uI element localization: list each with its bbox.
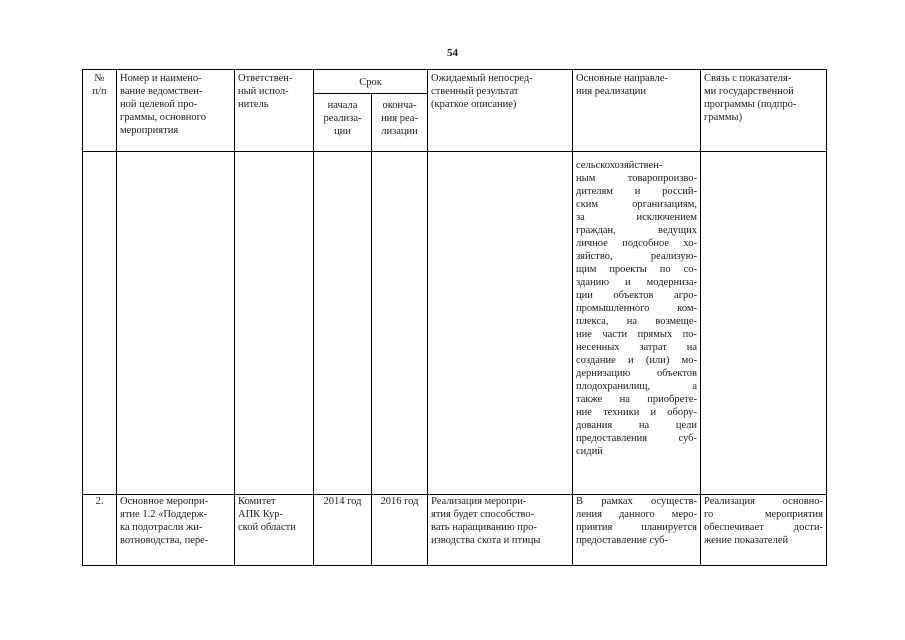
header-start-line: реализа- (323, 113, 362, 124)
row2-start (314, 495, 372, 566)
row2-responsible-line: ской области (238, 522, 296, 533)
row2-result-line: вать наращиванию про- (431, 522, 537, 533)
cont-directions-cell-line: дителям и россий- (576, 186, 698, 197)
header-name-line: граммы, основного (120, 112, 206, 123)
row2-end (372, 495, 428, 566)
header-result-line: (краткое описание) (431, 99, 517, 110)
cont-directions-cell-line: плодохранилищ, а (576, 381, 698, 392)
continuation-row (83, 152, 827, 495)
page-number: 54 (447, 47, 458, 59)
header-link-line: Связь с показателя- (704, 73, 792, 84)
cont-directions-cell-line: дования на цели (576, 420, 698, 431)
row2-name-line: ка подотрасли жи- (120, 522, 203, 533)
cont-start-cell (314, 152, 372, 495)
cont-directions-cell-line: предоставления суб- (576, 433, 698, 444)
header-num (83, 70, 117, 152)
header-end-line: лизации (381, 126, 418, 137)
cont-directions-cell-line: также на приобрете- (576, 394, 698, 405)
row-2 (83, 495, 827, 566)
row2-name-line: ятие 1.2 «Поддерж- (120, 509, 208, 520)
cont-responsible-cell (235, 152, 314, 495)
header-link-line: ми государственной (704, 86, 794, 97)
cont-directions-cell-line: ние части прямых по- (576, 329, 698, 340)
cont-directions-cell-line: граждан, ведущих (576, 225, 698, 236)
cont-directions-cell-line: ным товаропроизво- (576, 173, 698, 184)
cont-directions-cell (573, 152, 701, 495)
row2-name-line: Основное меропри- (120, 496, 209, 507)
header-link-line: программы (подпро- (704, 99, 797, 110)
header-term (314, 70, 428, 94)
header-start (314, 94, 372, 152)
row2-directions (573, 495, 701, 566)
header-responsible (235, 70, 314, 152)
row2-num (83, 495, 117, 566)
cont-directions-cell-line: ским организациям, (576, 199, 698, 210)
row2-num-text: 2. (95, 496, 104, 507)
header-result-line: Ожидаемый непосред- (431, 73, 533, 84)
header-directions-line: ния реализации (576, 86, 647, 97)
header-end-line: ния реа- (381, 113, 418, 124)
cont-directions-cell-line: сидий (576, 446, 603, 457)
row2-directions-line: приятия планируется (576, 522, 698, 533)
cont-end-cell (372, 152, 428, 495)
row2-directions-line: предоставление суб- (576, 535, 669, 546)
row2-start-text: 2014 год (323, 496, 362, 507)
cont-directions-cell-line: щим проекты по со- (576, 264, 698, 275)
cont-directions-cell-line: ции объектов агро- (576, 290, 698, 301)
row2-name (117, 495, 235, 566)
row2-link-line: обеспечивает дости- (704, 522, 824, 533)
cont-name-cell (117, 152, 235, 495)
header-term-line: Срок (359, 77, 382, 88)
row2-end-text: 2016 год (380, 496, 419, 507)
cont-directions-cell-line: плекса, на возмеще- (576, 316, 698, 327)
cont-directions-cell-line: создание и (или) мо- (576, 355, 698, 366)
cont-directions-cell-line: ние техники и обору- (576, 407, 698, 418)
row2-link (701, 495, 827, 566)
header-link-line: граммы) (704, 112, 743, 123)
header-directions (573, 70, 701, 152)
header-start-line: начала (327, 100, 358, 111)
header-responsible-line: нитель (238, 99, 269, 110)
row2-link-line: го мероприятия (704, 509, 824, 520)
header-link (701, 70, 827, 152)
header-result-line: ственный результат (431, 86, 519, 97)
header-num-line: п/п (92, 86, 107, 97)
cont-directions-cell-line: промышленного ком- (576, 303, 698, 314)
header-name-line: Номер и наимено- (120, 73, 202, 84)
header-end-line: оконча- (382, 100, 417, 111)
cont-directions-cell-line: сельскохозяйствен- (576, 160, 663, 171)
row2-directions-line: В рамках осуществ- (576, 496, 698, 507)
header-responsible-line: ный испол- (238, 86, 289, 97)
row2-result-line: изводства скота и птицы (431, 535, 541, 546)
cont-result-cell (428, 152, 573, 495)
cont-directions-cell-line: несенных затрат на (576, 342, 698, 353)
header-name-line: мероприятия (120, 125, 179, 136)
row2-name-line: вотноводства, пере- (120, 535, 209, 546)
row2-result-line: Реализация меропри- (431, 496, 527, 507)
row2-link-line: Реализация основно- (704, 496, 824, 507)
header-directions-line: Основные направле- (576, 73, 668, 84)
cont-directions-cell-line: зданию и модерниза- (576, 277, 698, 288)
row2-responsible-line: АПК Кур- (238, 509, 284, 520)
row2-result-line: ятия будет способство- (431, 509, 535, 520)
header-end (372, 94, 428, 152)
header-name (117, 70, 235, 152)
header-start-line: ции (334, 126, 351, 137)
header-responsible-line: Ответствен- (238, 73, 293, 84)
row2-directions-line: ления данного меро- (576, 509, 698, 520)
header-num-line: № (94, 73, 105, 84)
row2-link-line: жение показателей (704, 535, 789, 546)
row2-result (428, 495, 573, 566)
cont-num-cell (83, 152, 117, 495)
program-table (82, 69, 827, 566)
cont-directions-cell-line: дернизацию объектов (576, 368, 698, 379)
header-row-1 (83, 70, 827, 94)
header-name-line: вание ведомствен- (120, 86, 203, 97)
row2-responsible-line: Комитет (238, 496, 276, 507)
row2-responsible (235, 495, 314, 566)
header-name-line: ной целевой про- (120, 99, 198, 110)
cont-directions-cell-line: за исключением (576, 212, 698, 223)
cont-link-cell (701, 152, 827, 495)
header-result (428, 70, 573, 152)
cont-directions-cell-line: личное подсобное хо- (576, 238, 698, 249)
cont-directions-cell-line: зяйство, реализую- (576, 251, 698, 262)
